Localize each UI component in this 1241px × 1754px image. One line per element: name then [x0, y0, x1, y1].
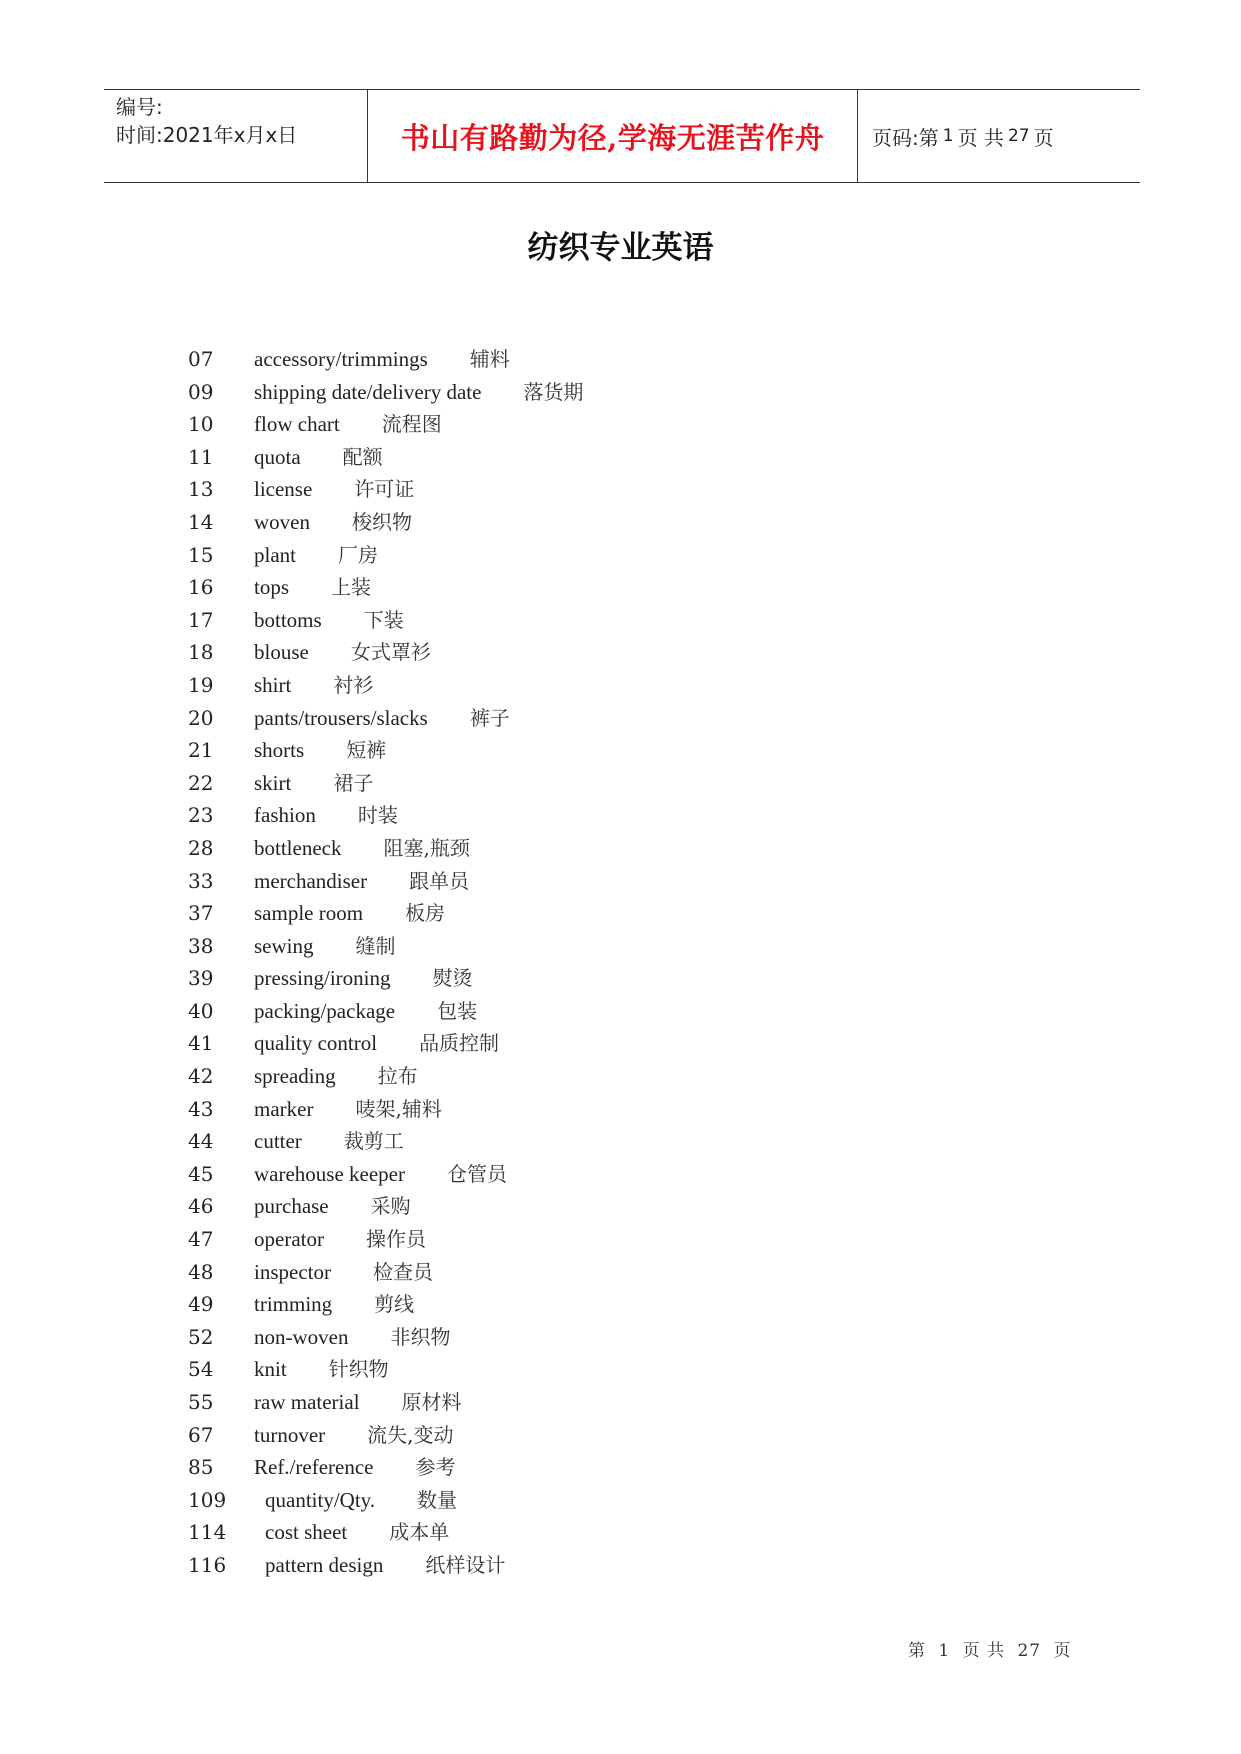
- entry-english: inspector: [254, 1259, 331, 1284]
- entry-number: 22: [188, 770, 214, 795]
- entry-english: pattern design: [265, 1552, 384, 1577]
- entry-number: 15: [188, 542, 214, 567]
- entry-chinese: 熨烫: [432, 966, 473, 991]
- entry-terms: [254, 1419, 454, 1452]
- entry-chinese: 许可证: [354, 477, 415, 502]
- page-total: 27: [1007, 126, 1030, 146]
- footer-prefix: 第: [908, 1641, 926, 1661]
- entry-number: 11: [188, 444, 214, 469]
- entry-terms: [254, 1190, 411, 1223]
- page-current: 1: [942, 126, 954, 146]
- entry-chinese: 流失,变动: [367, 1422, 454, 1447]
- entry-terms: [254, 1321, 450, 1354]
- entry-english: non-woven: [254, 1324, 349, 1349]
- entry-chinese: 配额: [342, 444, 383, 469]
- entry-english: shipping date/delivery date: [254, 379, 482, 404]
- entry-english: sewing: [254, 933, 314, 958]
- entry-terms: [254, 1353, 389, 1386]
- entry-terms: [254, 995, 477, 1028]
- entry-english: blouse: [254, 640, 309, 665]
- footer-current: 1: [938, 1641, 951, 1661]
- entry-chinese: 阻塞,瓶颈: [383, 835, 470, 860]
- page-mid: 页 共: [957, 125, 1004, 150]
- entry-chinese: 板房: [405, 901, 446, 926]
- entry-number: 42: [188, 1064, 214, 1089]
- entry-chinese: 下装: [363, 607, 404, 632]
- entry-number: 19: [188, 672, 214, 697]
- entry-english: packing/package: [254, 998, 396, 1023]
- entry-number: 55: [188, 1390, 214, 1414]
- entry-terms: [265, 1549, 505, 1582]
- entry-terms: [254, 571, 371, 604]
- entry-english: operator: [254, 1227, 324, 1252]
- entry-chinese: 衬衫: [333, 672, 374, 697]
- entry-number: 07: [188, 347, 214, 371]
- entry-terms: [254, 636, 431, 669]
- entry-english: warehouse keeper: [254, 1161, 405, 1186]
- entry-chinese: 针织物: [328, 1357, 389, 1382]
- entry-number: 45: [188, 1161, 214, 1186]
- entry-chinese: 纸样设计: [425, 1552, 506, 1577]
- entry-english: shirt: [254, 672, 292, 697]
- entry-number: 41: [188, 1031, 214, 1056]
- entry-number: 10: [188, 412, 214, 437]
- entry-chinese: 唛架,辅料: [355, 1096, 442, 1121]
- entry-english: quota: [254, 444, 301, 469]
- entry-english: purchase: [254, 1194, 329, 1219]
- footer-total: 27: [1017, 1641, 1042, 1661]
- page-suffix: 页: [1033, 125, 1054, 150]
- entry-number: 116: [188, 1552, 227, 1577]
- entry-english: accessory/trimmings: [254, 347, 428, 371]
- entry-terms: [254, 962, 473, 995]
- entry-terms: [254, 1386, 462, 1419]
- header-table: [104, 89, 1140, 183]
- entry-chinese: 包装: [437, 998, 478, 1023]
- entry-number: 54: [188, 1357, 214, 1382]
- entry-terms: [254, 1125, 404, 1158]
- entry-number: 44: [188, 1129, 214, 1154]
- entry-english: knit: [254, 1357, 287, 1382]
- entry-terms: [254, 539, 378, 572]
- entry-terms: [254, 767, 373, 800]
- entry-terms: [254, 930, 396, 963]
- entry-english: woven: [254, 509, 310, 534]
- entry-terms: [254, 1288, 414, 1321]
- serial-label: 编号:: [116, 95, 163, 119]
- entry-terms: [254, 669, 373, 702]
- entry-chinese: 落货期: [523, 379, 584, 404]
- entry-number: 33: [188, 868, 214, 893]
- entry-chinese: 梭织物: [352, 509, 412, 534]
- entry-number: 114: [188, 1520, 227, 1545]
- entry-chinese: 仓管员: [447, 1161, 507, 1186]
- entry-number: 16: [188, 575, 214, 600]
- entry-number: 109: [188, 1487, 227, 1512]
- page-footer: [905, 1636, 1075, 1661]
- entry-number: 13: [188, 477, 214, 502]
- entry-chinese: 裤子: [469, 705, 510, 730]
- entry-number: 40: [188, 998, 214, 1023]
- entry-english: tops: [254, 575, 290, 600]
- entry-chinese: 检查员: [372, 1259, 433, 1284]
- entry-english: bottoms: [254, 607, 322, 632]
- entry-english: cutter: [254, 1129, 302, 1154]
- entry-number: 38: [188, 933, 214, 958]
- entry-chinese: 采购: [370, 1194, 411, 1219]
- entry-terms: [254, 604, 404, 637]
- entry-english: trimming: [254, 1292, 333, 1317]
- entry-english: pressing/ironing: [254, 966, 391, 991]
- entry-number: 17: [188, 607, 214, 632]
- entry-english: license: [254, 477, 313, 502]
- entry-number: 52: [188, 1324, 214, 1349]
- entry-english: shorts: [254, 738, 305, 763]
- entry-english: plant: [254, 542, 296, 567]
- entry-number: 14: [188, 509, 214, 534]
- entry-chinese: 裁剪工: [343, 1129, 404, 1154]
- header-meta-cell: [104, 90, 368, 182]
- entry-number: 39: [188, 966, 214, 991]
- entry-chinese: 剪线: [374, 1292, 415, 1317]
- time-label: 时间:2021年x月x日: [116, 123, 298, 147]
- entry-english: spreading: [254, 1064, 336, 1089]
- entry-terms: [254, 1256, 433, 1289]
- entry-terms: [254, 799, 398, 832]
- entry-number: 48: [188, 1259, 214, 1284]
- entry-terms: [254, 408, 442, 441]
- entry-chinese: 女式罩衫: [350, 640, 431, 665]
- entry-chinese: 品质控制: [419, 1031, 500, 1056]
- header-motto-cell: [368, 90, 858, 182]
- entry-terms: [254, 376, 583, 409]
- entry-chinese: 数量: [417, 1487, 458, 1512]
- page-prefix: 页码:第: [872, 125, 939, 150]
- entry-number: 28: [188, 835, 214, 860]
- entry-chinese: 厂房: [338, 542, 378, 567]
- entry-english: quality control: [254, 1031, 378, 1056]
- entry-english: flow chart: [254, 412, 340, 437]
- entry-terms: [254, 734, 386, 767]
- entry-terms: [254, 865, 469, 898]
- entry-chinese: 辅料: [469, 347, 510, 371]
- entry-number: 21: [188, 738, 214, 763]
- entry-terms: [254, 1060, 418, 1093]
- entry-english: pants/trousers/slacks: [254, 705, 428, 730]
- entry-terms: [254, 897, 445, 930]
- entry-chinese: 原材料: [401, 1390, 462, 1414]
- entry-chinese: 缝制: [355, 933, 396, 958]
- entry-terms: [254, 506, 412, 539]
- entry-number: 46: [188, 1194, 214, 1219]
- entry-english: merchandiser: [254, 868, 368, 893]
- entry-terms: [265, 1516, 449, 1549]
- entry-english: sample room: [254, 901, 364, 926]
- footer-suffix: 页: [1053, 1641, 1072, 1661]
- document-title: 纺织专业英语: [527, 230, 714, 266]
- entry-terms: [254, 441, 383, 474]
- entry-terms: [254, 832, 470, 865]
- entry-chinese: 非织物: [390, 1324, 451, 1349]
- entry-number: 37: [188, 901, 214, 926]
- entry-chinese: 上装: [331, 575, 372, 600]
- entry-english: quantity/Qty.: [265, 1487, 376, 1512]
- entry-chinese: 拉布: [377, 1064, 418, 1089]
- entry-number: 43: [188, 1096, 214, 1121]
- entry-english: skirt: [254, 770, 292, 795]
- entry-english: bottleneck: [254, 835, 342, 860]
- entry-chinese: 裙子: [333, 770, 374, 795]
- entry-terms: [254, 1027, 499, 1060]
- entry-terms: [254, 343, 510, 376]
- entry-terms: [254, 473, 414, 506]
- entry-number: 09: [188, 379, 214, 404]
- entry-terms: [254, 1093, 442, 1126]
- entry-terms: [254, 1451, 456, 1484]
- entry-number: 85: [188, 1455, 214, 1480]
- entry-number: 49: [188, 1292, 214, 1317]
- entry-terms: [254, 1223, 426, 1256]
- entry-chinese: 参考: [415, 1455, 456, 1480]
- entry-chinese: 成本单: [389, 1520, 450, 1545]
- header-page-cell: [858, 90, 1140, 182]
- entry-terms: [254, 702, 510, 735]
- entry-chinese: 流程图: [381, 412, 442, 437]
- motto-text: 书山有路勤为径,学海无涯苦作舟: [400, 120, 825, 155]
- entry-number: 18: [188, 640, 214, 665]
- entry-english: marker: [254, 1096, 314, 1121]
- entry-number: 67: [188, 1422, 214, 1447]
- entry-terms: [265, 1484, 457, 1517]
- entry-english: Ref./reference: [254, 1455, 374, 1480]
- entry-english: raw material: [254, 1390, 360, 1414]
- footer-mid: 页 共: [962, 1641, 1006, 1661]
- entry-chinese: 操作员: [365, 1227, 426, 1252]
- entry-number: 47: [188, 1227, 214, 1252]
- entry-chinese: 短裤: [346, 738, 387, 763]
- entry-chinese: 跟单员: [409, 868, 470, 893]
- entry-terms: [254, 1158, 507, 1191]
- entry-number: 23: [188, 803, 214, 828]
- entry-english: cost sheet: [265, 1520, 348, 1545]
- entry-number: 20: [188, 705, 214, 730]
- entry-english: turnover: [254, 1422, 326, 1447]
- entry-english: fashion: [254, 803, 316, 828]
- entry-chinese: 时装: [357, 803, 398, 828]
